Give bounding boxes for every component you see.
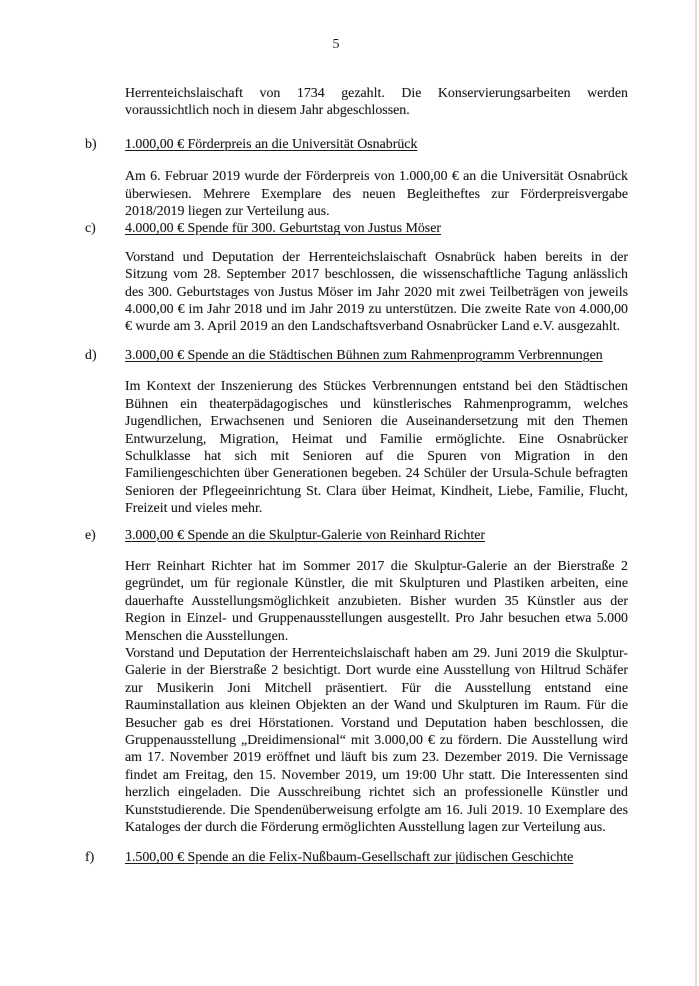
section-c-heading-row bbox=[85, 220, 628, 237]
page-number: 5 bbox=[332, 37, 340, 52]
section-d-heading-row bbox=[85, 347, 628, 364]
section-f-label: f) bbox=[85, 850, 95, 866]
section-e-heading-row bbox=[85, 527, 628, 544]
section-e-heading: 3.000,00 € Spende an die Skulptur-Galerie von Reinhard Richter bbox=[125, 527, 486, 543]
section-e-paragraph-2: Vorstand und Deputation der Herrenteichslaischaft haben am 29. Juni 2019 die Skulptur-Galerie in der Bierstraße 2 besichtigt. Dort wurde eine Ausstellung von Hiltrud Schäfer zur Musikerin Joni Mitchell präsentiert. Für die Ausstellung entstand eine Rauminstallation aus kleinen Objekten an der Wand und Skulpturen im Raum. Für die Besucher gab es drei Hörstationen. Vorstand und Deputation haben beschlossen, die Gruppenausstellung „Dreidimensional“ mit 3.000,00 € zu fördern. Die Ausstellung wird am 17. November 2019 eröffnet und läuft bis zum 23. Dezember 2019. Die Vernissage findet am Freitag, den 15. November 2019, um 19:00 Uhr statt. Die Interessenten sind herzlich eingeladen. Die Ausschreibung richtet sich an professionelle Künstler und Kunststudierende. Die Spendenüberweisung erfolgte am 16. Juli 2019. 10 Exemplare des Kataloges der durch die Förderung ermöglichten Ausstellung lagen zur Verteilung aus. bbox=[125, 645, 628, 836]
section-d-label: d) bbox=[85, 347, 97, 363]
scan-edge-artifact bbox=[695, 0, 697, 986]
section-c-label: c) bbox=[85, 221, 96, 237]
section-d-heading: 3.000,00 € Spende an die Städtischen Bühnen zum Rahmenprogramm Verbrennungen bbox=[125, 347, 603, 363]
section-f-heading: 1.500,00 € Spende an die Felix-Nußbaum-Gesellschaft zur jüdischen Geschichte bbox=[125, 850, 574, 866]
section-b-paragraph: Am 6. Februar 2019 wurde der Förderpreis von 1.000,00 € an die Universität Osnabrück überwiesen. Mehrere Exemplare des neuen Begleitheftes zur Förderpreisvergabe 2018/2019 liegen zur Verteilung aus. bbox=[125, 169, 628, 220]
intro-paragraph: Herrenteichslaischaft von 1734 gezahlt. Die Konservierungsarbeiten werden voraussichtlich noch in diesem Jahr abgeschlossen. bbox=[125, 86, 628, 119]
section-d-paragraph: Im Kontext der Inszenierung des Stückes Verbrennungen entstand bei den Städtischen Bühnen ein theaterpädagogisches und künstlerisches Rahmenprogramm, welches Jugendlichen, Erwachsenen und Senioren die Auseinandersetzung mit den Themen Entwurzelung, Migration, Heimat und Familie ermöglichte. Eine Osnabrücker Schulklasse hat sich mit Senioren auf die Spuren von Migration in den Familiengeschichten über Generationen begeben. 24 Schüler der Ursula-Schule befragten Senioren der Pflegeeinrichtung St. Clara über Heimat, Kindheit, Liebe, Familie, Flucht, Freizeit und vieles mehr. bbox=[125, 379, 628, 517]
document-body bbox=[85, 85, 628, 867]
section-e-label: e) bbox=[85, 527, 96, 543]
section-c-paragraph: Vorstand und Deputation der Herrenteichslaischaft Osnabrück haben bereits in der Sitzung vom 28. September 2017 beschlossen, die wissenschaftliche Tagung anlässlich des 300. Geburtstages von Justus Möser im Jahr 2020 mit zwei Teilbeträgen von jeweils 4.000,00 € im Jahr 2018 und im Jahr 2019 zu unterstützen. Die zweite Rate von 4.000,00 € wurde am 3. April 2019 an den Landschaftsverband Osnabrücker Land e.V. ausgezahlt. bbox=[125, 249, 628, 335]
section-e-paragraph-1: Herr Reinhart Richter hat im Sommer 2017 die Skulptur-Galerie an der Bierstraße 2 gegründet, um für regionale Künstler, die mit Skulpturen und Plastiken arbeiten, eine dauerhafte Ausstellungsmöglichkeit anzubieten. Bisher wurden 35 Künstler aus der Region in Einzel- und Gruppenausstellungen ausgestellt. Pro Jahr besuchen etwa 5.000 Menschen die Ausstellungen. bbox=[125, 558, 628, 644]
section-c-heading: 4.000,00 € Spende für 300. Geburtstag von Justus Möser bbox=[125, 221, 441, 237]
section-f-heading-row bbox=[85, 849, 628, 866]
section-b-label: b) bbox=[85, 136, 97, 152]
section-b-heading: 1.000,00 € Förderpreis an die Universität Osnabrück bbox=[125, 136, 418, 152]
section-b-heading-row bbox=[85, 136, 628, 153]
